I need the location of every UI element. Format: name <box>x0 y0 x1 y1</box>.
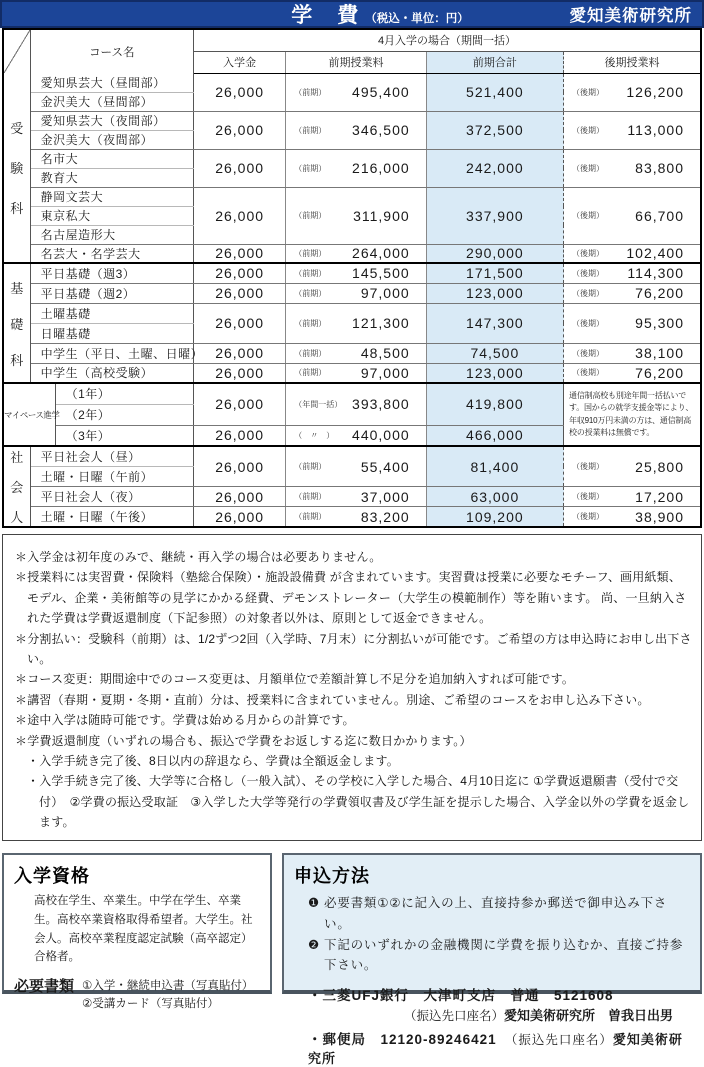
second-term-fee-cell: （後期） 66,700 <box>564 187 701 244</box>
first-total-cell: 337,900 <box>426 187 563 244</box>
first-total-header: 前期合計 <box>426 51 563 73</box>
second-term-fee-cell: （後期） 102,400 <box>564 244 701 263</box>
second-term-fee-cell: （後期） 17,200 <box>564 487 701 507</box>
course-cell: 土曜・日曜（午前） <box>30 466 193 486</box>
tuition-table <box>2 28 702 528</box>
note-item: ＊講習（春期・夏期・冬期・直前）分は、授業料に含まれていません。別途、ご希望のコースをお申し込み下さい。 <box>15 692 650 707</box>
admission-title: 入学資格 <box>14 866 90 887</box>
page-title <box>291 0 469 29</box>
course-cell: 教育大 <box>30 168 193 187</box>
entrance-fee-cell: 26,000 <box>194 187 286 244</box>
step-1-marker: ❶ <box>308 896 321 911</box>
first-total-cell: 123,000 <box>426 283 563 303</box>
note-item: ＊入学金は初年度のみで、継続・再入学の場合は必要ありません。 <box>15 550 382 564</box>
note-sub-item: ・入学手続き完了後、8日以内の辞退なら、学費は全額返金します。 <box>27 753 399 768</box>
title-bar <box>0 0 704 28</box>
course-cell: 平日社会人（昼） <box>30 446 193 466</box>
page-title-text: 学 費 <box>291 4 361 27</box>
doc-item: ①入学・継続申込書（写真貼付） <box>82 979 254 992</box>
required-documents-list <box>82 975 253 1014</box>
course-cell: 愛知県芸大（昼間部） <box>30 73 193 92</box>
section-label-mypace: マイペース進学 <box>3 383 55 446</box>
first-total-cell: 466,000 <box>426 425 563 446</box>
first-term-fee-cell: （前期） 97,000 <box>286 363 426 383</box>
application-step <box>308 893 690 934</box>
tax-note: （税込・単位：円） <box>365 13 469 25</box>
course-cell: 土曜基礎 <box>30 303 193 323</box>
admission-body: 高校在学生、卒業生。中学在学生、卒業生。高校卒業資格取得希望者。大学生。社会人。高校卒業程度認定試験（高卒認定）合格者。 <box>34 895 253 964</box>
first-total-cell: 171,500 <box>426 263 563 283</box>
entrance-fee-cell: 26,000 <box>194 303 286 343</box>
corner-cell <box>3 29 30 73</box>
first-total-cell: 419,800 <box>426 383 563 425</box>
first-total-cell: 81,400 <box>426 446 563 487</box>
bank-account-postal: ・郵便局 12120-89246421 （振込先口座名）愛知美術研究所 <box>308 1031 683 1066</box>
organization-name: 愛知美術研究所 <box>569 7 692 25</box>
second-term-header: 後期授業料 <box>564 51 701 73</box>
note-item: ＊学費返還制度（いずれの場合も、振込で学費をお返しする迄に数日かかります。） <box>15 733 472 748</box>
first-term-fee-cell: （前期） 48,500 <box>286 343 426 363</box>
course-cell: 日曜基礎 <box>30 323 193 343</box>
second-term-fee-cell: （後期） 76,200 <box>564 283 701 303</box>
first-term-fee-cell: （前期） 121,300 <box>286 303 426 343</box>
first-term-fee-cell: （前期） 264,000 <box>286 244 426 263</box>
course-cell: 東京私大 <box>30 206 193 225</box>
first-term-fee-cell: （年間一括） 393,800 <box>286 383 426 425</box>
course-cell: 平日基礎（週2） <box>30 283 193 303</box>
second-term-fee-cell: （後期） 76,200 <box>564 363 701 383</box>
course-cell: （2年） <box>55 404 193 425</box>
note-item: ＊分割払い：受験科（前期）は、1/2ずつ2回（入学時、7月末）に分割払いが可能です。ご希望の方は申込時にお申し出下さい。 <box>15 631 692 666</box>
application-title: 申込方法 <box>294 866 370 887</box>
first-term-fee-cell: （前期） 346,500 <box>286 111 426 149</box>
entrance-fee-cell: 26,000 <box>194 363 286 383</box>
first-total-cell: 123,000 <box>426 363 563 383</box>
first-term-header: 前期授業料 <box>286 51 426 73</box>
first-term-fee-cell: （前期） 37,000 <box>286 487 426 507</box>
second-term-fee-cell: （後期） 113,000 <box>564 111 701 149</box>
second-term-fee-cell: （後期） 126,200 <box>564 73 701 111</box>
entrance-fee-header: 入学金 <box>194 51 286 73</box>
note-item: ＊コース変更：期間途中でのコース変更は、月額単位で差額計算し不足分を追加納入すれば可能です。 <box>15 672 575 687</box>
first-term-fee-cell: （前期） 216,000 <box>286 149 426 187</box>
step-1-text: 必要書類①②に記入の上、直接持参か郵送で御申込み下さい。 <box>324 896 668 932</box>
first-term-fee-cell: （前期） 55,400 <box>286 446 426 487</box>
note-item: ＊授業料には実習費・保険料（塾総合保険）・施設設備費 が含まれています。実習費は授業に必要なモチーフ、画用紙類、モデル、企業・美術館等の見学にかかる経費、デモンストレーター（大学生の模範制作）等を賄います。 尚、一旦納入された学費は学費返還制度（下記参照）の対象者以外は、原則として返金できません。 <box>15 570 687 626</box>
entrance-fee-cell: 26,000 <box>194 383 286 425</box>
entrance-fee-cell: 26,000 <box>194 425 286 446</box>
first-term-fee-cell: （ 〃 ） 440,000 <box>286 425 426 446</box>
entrance-fee-cell: 26,000 <box>194 343 286 363</box>
second-term-fee-cell: （後期） 114,300 <box>564 263 701 283</box>
section-label-juken: 受 験 科 <box>3 73 30 263</box>
entrance-fee-cell: 26,000 <box>194 111 286 149</box>
period-header: 4月入学の場合（期間一括） <box>194 29 701 51</box>
course-cell: 名市大 <box>30 149 193 168</box>
second-term-fee-cell: （後期） 83,800 <box>564 149 701 187</box>
course-cell: （1年） <box>55 383 193 404</box>
first-total-cell: 372,500 <box>426 111 563 149</box>
first-total-cell: 242,000 <box>426 149 563 187</box>
second-term-fee-cell: （後期） 95,300 <box>564 303 701 343</box>
notes-box <box>2 534 702 841</box>
first-total-cell: 63,000 <box>426 487 563 507</box>
first-term-fee-cell: （前期） 311,900 <box>286 187 426 244</box>
doc-item: ②受講カード（写真貼付） <box>82 998 219 1011</box>
entrance-fee-cell: 26,000 <box>194 446 286 487</box>
bank-account-ufj: ・三菱UFJ銀行 大津町支店 普通 5121608 <box>308 987 614 1003</box>
required-documents <box>14 975 260 1014</box>
second-term-fee-cell: （後期） 38,100 <box>564 343 701 363</box>
section-label-shakaijin: 社 会 人 <box>3 446 30 527</box>
course-cell: 平日基礎（週3） <box>30 263 193 283</box>
entrance-fee-cell: 26,000 <box>194 283 286 303</box>
entrance-fee-cell: 26,000 <box>194 244 286 263</box>
entrance-fee-cell: 26,000 <box>194 149 286 187</box>
note-item: ＊途中入学は随時可能です。学費は始める月からの計算です。 <box>15 713 355 728</box>
note-sub-item: ・入学手続き完了後、大学等に合格し（一般入試）、その学校に入学した場合、4月10日迄に ①学費返還願書（受付で交付） ②学費の振込受取証 ③入学した大学等発行の学費領収書及び学生証を提示した場合、入学金以外の学費を返金します。 <box>27 774 690 830</box>
course-cell: 名芸大・名学芸大 <box>30 244 193 263</box>
first-total-cell: 290,000 <box>426 244 563 263</box>
application-steps <box>308 893 690 976</box>
second-term-fee-cell: （後期） 25,800 <box>564 446 701 487</box>
second-term-fee-cell: （後期） 38,900 <box>564 507 701 527</box>
required-documents-title: 必要書類 <box>14 977 75 995</box>
course-cell: 静岡文芸大 <box>30 187 193 206</box>
bottom-section <box>2 853 702 1066</box>
bank-account-ufj-holder: （振込先口座名）愛知美術研究所 曽我日出男 <box>404 1007 674 1023</box>
application-method-box <box>282 853 702 1066</box>
course-cell: 土曜・日曜（午後） <box>30 507 193 527</box>
application-step <box>308 935 690 976</box>
step-2-marker: ❷ <box>308 937 321 952</box>
course-cell: 金沢美大（昼間部） <box>30 92 193 111</box>
first-term-fee-cell: （前期） 495,400 <box>286 73 426 111</box>
course-cell: 平日社会人（夜） <box>30 487 193 507</box>
first-total-cell: 109,200 <box>426 507 563 527</box>
first-term-fee-cell: （前期） 83,200 <box>286 507 426 527</box>
step-2-text: 下記のいずれかの金融機関に学費を振り込むか、直接ご持参下さい。 <box>324 937 684 973</box>
bank-accounts <box>308 984 690 1067</box>
course-cell: 愛知県芸大（夜間部） <box>30 111 193 130</box>
first-total-cell: 147,300 <box>426 303 563 343</box>
admission-qualification-box <box>2 853 272 1011</box>
course-cell: 中学生（高校受験） <box>30 363 193 383</box>
course-cell: 中学生（平日、土曜、日曜） <box>30 343 193 363</box>
correspondence-school-note: 通信制高校も別途年間一括払いです。国からの就学支援金等により、年収910万円未満の方は、通信制高校の授業料は無償です。 <box>564 383 701 446</box>
entrance-fee-cell: 26,000 <box>194 487 286 507</box>
course-cell: （3年） <box>55 425 193 446</box>
entrance-fee-cell: 26,000 <box>194 263 286 283</box>
first-term-fee-cell: （前期） 145,500 <box>286 263 426 283</box>
first-total-cell: 74,500 <box>426 343 563 363</box>
first-total-cell: 521,400 <box>426 73 563 111</box>
first-term-fee-cell: （前期） 97,000 <box>286 283 426 303</box>
course-name-header: コース名 <box>30 29 193 73</box>
entrance-fee-cell: 26,000 <box>194 73 286 111</box>
section-label-kiso: 基 礎 科 <box>3 263 30 383</box>
course-cell: 名古屋造形大 <box>30 225 193 244</box>
entrance-fee-cell: 26,000 <box>194 507 286 527</box>
course-cell: 金沢美大（夜間部） <box>30 130 193 149</box>
